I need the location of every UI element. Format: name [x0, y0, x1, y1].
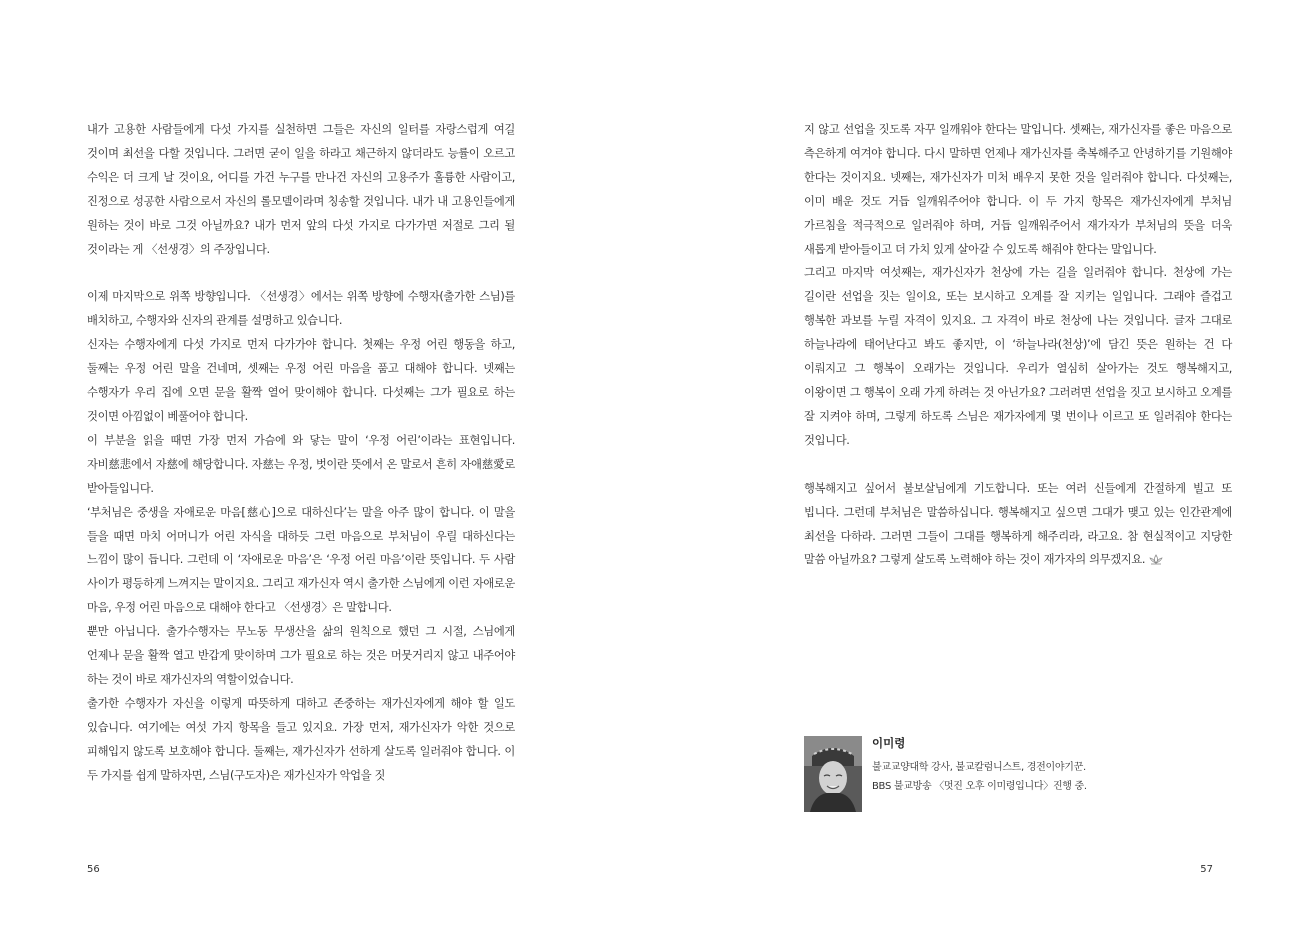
paragraph: 이제 마지막으로 위쪽 방향입니다. 〈선생경〉에서는 위쪽 방향에 수행자(출가한 스님)를 배치하고, 수행자와 신자의 관계를 설명하고 있습니다.: [87, 290, 515, 328]
paragraph: 그리고 마지막 여섯째는, 재가신자가 천상에 가는 길을 일러줘야 합니다. 천상에 가는 길이란 선업을 짓는 일이요, 또는 보시하고 오계를 잘 지키는 일입니다. 그래야 즐겁고 행복한 과보를 누릴 자격이 있지요. 그 자격이 바로 천상에 나는 것입니다. 글자 그대로 하늘나라에 태어난다고 봐도 좋지만, 이 ‘하늘나라(천상)’에 담긴 뜻은 원하는 건 다 이뤄지고 그 행복이 오래가는 것입니다. 우리가 열심히 살아가는 것도 행복해지고, 이왕이면 그 행복이 오래 가게 하려는 것 아닌가요? 그러려면 선업을 짓고 보시하고 오계를 잘 지켜야 하며, 그렇게 하도록 스님은 재가자에게 몇 번이나 이르고 또 일러줘야 한다는 것입니다.: [804, 266, 1232, 447]
right-text-column: [804, 118, 1232, 574]
lotus-icon: [1149, 550, 1163, 574]
paragraph: 신자는 수행자에게 다섯 가지로 먼저 다가가야 합니다. 첫째는 우정 어린 행동을 하고, 둘째는 우정 어린 말을 건네며, 셋째는 우정 어린 마음을 품고 대해야 합니다. 넷째는 수행자가 우리 집에 오면 문을 활짝 열어 맞이해야 합니다. 다섯째는 그가 필요로 하는 것이면 아낌없이 베풀어야 합니다.: [87, 338, 515, 423]
author-description: 불교교양대학 강사, 불교칼럼니스트, 경전이야기꾼.: [872, 762, 1086, 773]
paragraph: 내가 고용한 사람들에게 다섯 가지를 실천하면 그들은 자신의 일터를 자랑스럽게 여길 것이며 최선을 다할 것입니다. 그러면 굳이 일을 하라고 채근하지 않더라도 능률이 오르고 수익은 더 크게 날 것이요, 어디를 가건 누구를 만나건 자신의 고용주가 훌륭한 사람이고, 진정으로 성공한 사람으로서 자신의 롤모델이라며 칭송할 것입니다. 내가 내 고용인들에게 원하는 것이 바로 그것 아닐까요? 내가 먼저 앞의 다섯 가지로 다가가면 저절로 그리 될 것이라는 게 〈선생경〉의 주장입니다.: [87, 123, 515, 256]
paragraph: 이 부분을 읽을 때면 가장 먼저 가슴에 와 닿는 말이 ‘우정 어린’이라는 표현입니다. 자비慈悲에서 자慈에 해당합니다. 자慈는 우정, 벗이란 뜻에서 온 말로서 흔히 자애慈愛로 받아들입니다.: [87, 433, 515, 495]
paragraph: [804, 477, 1232, 575]
author-description: BBS 불교방송 〈멋진 오후 이미령입니다〉진행 중.: [872, 781, 1087, 792]
paragraph-text: 행복해지고 싶어서 불보살님에게 기도합니다. 또는 여러 신들에게 간절하게 빌고 또 빕니다. 그런데 부처님은 말씀하십니다. 행복해지고 싶으면 그대가 맺고 있는 인간관계에 최선을 다하라. 그러면 그들이 그대를 행복하게 해주리라, 라고요. 참 현실적이고 지당한 말씀 아닐까요? 그렇게 살도록 노력해야 하는 것이 재가자의 의무겠지요.: [804, 481, 1232, 567]
author-info: [872, 736, 1172, 796]
paragraph: 지 않고 선업을 짓도록 자꾸 일깨워야 한다는 말입니다. 셋째는, 재가신자를 좋은 마음으로 측은하게 여겨야 합니다. 다시 말하면 언제나 재가신자를 축복해주고 안녕하기를 기원해야 한다는 것이지요. 넷째는, 재가신자가 미처 배우지 못한 것을 일러줘야 합니다. 다섯째는, 이미 배운 것도 거듭 일깨워주어야 합니다. 이 두 가지 항목은 재가신자에게 부처님 가르침을 적극적으로 일러줘야 하며, 거듭 일깨워주어서 재가자가 부처님의 뜻을 더욱 새롭게 받아들이고 더 가치 있게 살아갈 수 있도록 해줘야 한다는 말입니다.: [804, 123, 1232, 256]
right-page: [653, 0, 1306, 929]
page-number: 57: [1200, 864, 1213, 875]
author-name: 이미령: [872, 736, 906, 750]
paragraph-gap: [804, 453, 1232, 477]
page-number: 56: [87, 864, 100, 875]
author-photo: [804, 736, 862, 812]
paragraph: 뿐만 아닙니다. 출가수행자는 무노동 무생산을 삶의 원칙으로 했던 그 시절, 스님에게 언제나 문을 활짝 열고 반갑게 맞이하며 그가 필요로 하는 것은 머뭇거리지 않고 내주어야 하는 것이 바로 재가신자의 역할이었습니다.: [87, 625, 515, 686]
left-text-column: [87, 118, 515, 787]
paragraph: 출가한 수행자가 자신을 이렇게 따뜻하게 대하고 존중하는 재가신자에게 해야 할 일도 있습니다. 여기에는 여섯 가지 항목을 들고 있지요. 가장 먼저, 재가신자가 악한 것으로 피해입지 않도록 보호해야 합니다. 둘째는, 재가신자가 선하게 살도록 일러줘야 합니다. 이 두 가지를 쉽게 말하자면, 스님(구도자)은 재가신자가 악업을 짓: [87, 696, 515, 782]
paragraph: ‘부처님은 중생을 자애로운 마음[慈心]으로 대하신다’는 말을 아주 많이 합니다. 이 말을 들을 때면 마치 어머니가 어린 자식을 대하듯 그런 마음으로 부처님이 우릴 대하신다는 느낌이 많이 듭니다. 그런데 이 ‘자애로운 마음’은 ‘우정 어린 마음’이란 뜻입니다. 두 사람 사이가 평등하게 느껴지는 말이지요. 그리고 재가신자 역시 출가한 스님에게 이런 자애로운 마음, 우정 어린 마음으로 대해야 한다고 〈선생경〉은 말합니다.: [87, 505, 515, 615]
paragraph-gap: [87, 261, 515, 285]
